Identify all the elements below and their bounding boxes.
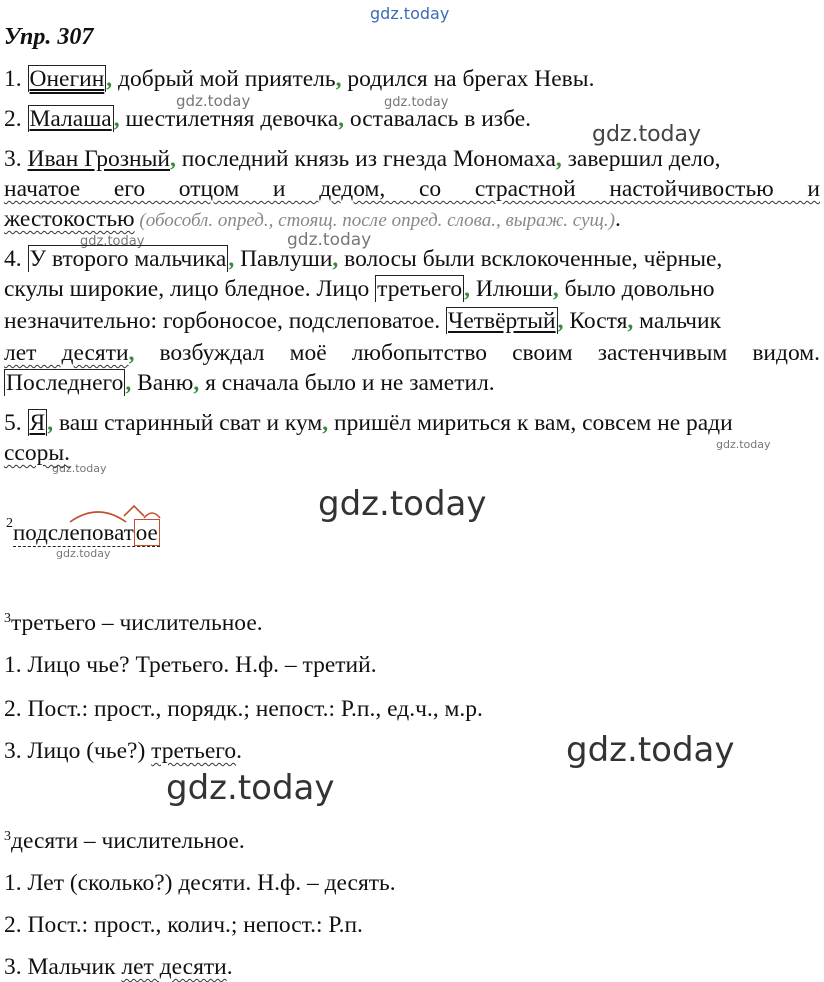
watermark: gdz.today: [80, 234, 145, 249]
comma: ,: [464, 276, 471, 302]
attributive-phrase: лет десяти: [121, 954, 227, 980]
comma: ,: [552, 276, 559, 302]
period: .: [226, 954, 233, 980]
sentence-number: 2.: [4, 106, 28, 132]
watermark: gdz.today: [287, 230, 372, 250]
parse-2-item: [4, 952, 233, 982]
attributive-phrase: начатое его отцом и дедом, со страстной настойчивостью и: [4, 176, 820, 202]
text: было довольно: [558, 276, 715, 302]
predicate-text: оставалась в избе.: [344, 106, 532, 132]
text: возбуждал моё любопытство своим застенчивым видом.: [134, 340, 820, 366]
watermark: gdz.today: [566, 730, 735, 770]
appositive: последний князь из гнезда Мономаха: [175, 146, 556, 172]
watermark: gdz.today: [176, 92, 251, 110]
comma: ,: [113, 106, 120, 132]
appositive: ваш старинный сват и кум: [53, 410, 323, 436]
word-ending: ое: [135, 520, 158, 545]
appositive: Костя: [563, 308, 628, 334]
watermark: gdz.today: [166, 768, 335, 808]
sentence-4-line-4: [4, 338, 820, 368]
text: ссоры.: [4, 440, 71, 466]
parse-heading: десяти – числительное.: [11, 828, 245, 854]
sentence-2: [4, 104, 531, 134]
watermark: gdz.today: [592, 122, 702, 147]
sentence-1: [4, 64, 594, 94]
defined-word: третьего: [377, 276, 463, 302]
sentence-number: 3.: [4, 146, 28, 172]
sentence-4-line-2: [4, 274, 715, 304]
comma: ,: [169, 146, 176, 172]
parse-2-item: 2. Пост.: прост., колич.; непост.: Р.п.: [4, 912, 363, 938]
attributive-phrase: лет десяти: [4, 340, 129, 366]
period: .: [236, 738, 242, 764]
appositive: шестилетняя девочка: [119, 106, 339, 132]
text: мальчик: [633, 308, 721, 334]
subject: Онегин: [29, 66, 105, 92]
comma: ,: [193, 370, 200, 396]
sentence-3-line-2: [4, 174, 820, 204]
predicate-text: завершил дело,: [561, 146, 721, 172]
subject: Малаша: [29, 106, 112, 132]
word-stem: подслеповат: [13, 520, 134, 545]
object-word: Последнего: [6, 370, 124, 396]
parse-1-item: [4, 736, 242, 766]
sentence-number: 1.: [4, 66, 28, 92]
text: я сначала было и не заметил.: [199, 370, 495, 396]
attributive-phrase: жестокостью: [4, 206, 135, 232]
appositive: Павлуши: [234, 246, 333, 272]
text: скулы широкие, лицо бледное. Лицо: [4, 276, 376, 302]
comma: ,: [128, 340, 135, 366]
watermark: gdz.today: [56, 547, 111, 560]
comma: ,: [335, 66, 342, 92]
attributive-word: третьего: [151, 738, 237, 764]
sentence-4-line-3: [4, 306, 721, 336]
parse-2-item: 1. Лет (сколько?) десяти. Н.ф. – десять.: [4, 870, 396, 896]
appositive: добрый мой приятель: [112, 66, 336, 92]
sentence-4-line-1: [4, 244, 722, 274]
comma: ,: [338, 106, 345, 132]
comma: ,: [322, 410, 329, 436]
sentence-5-line-1: [4, 408, 733, 438]
period: .: [614, 206, 621, 232]
comma: ,: [106, 66, 113, 92]
comma: ,: [627, 308, 634, 334]
text: 3. Мальчик: [4, 954, 122, 980]
watermark: gdz.today: [52, 462, 107, 475]
appositive: Илюши: [470, 276, 553, 302]
text: 3. Лицо (чье?): [4, 738, 152, 764]
sentence-number: 4.: [4, 246, 28, 272]
sentence-5-line-2: [4, 438, 70, 468]
text: пришёл мириться к вам, совсем не ради: [328, 410, 733, 436]
morpheme-parse: [6, 516, 160, 547]
subject: Я: [29, 410, 46, 436]
watermark-top: gdz.today: [370, 4, 450, 23]
parse-2-heading: [4, 826, 245, 856]
sentence-4-line-5: [4, 368, 495, 398]
comma: ,: [125, 370, 132, 396]
watermark: gdz.today: [318, 484, 487, 524]
subject: Иван Грозный: [27, 146, 170, 172]
footnote-mark: 3: [4, 611, 11, 626]
object-phrase: У второго мальчика: [29, 246, 227, 272]
comma: ,: [47, 410, 54, 436]
exercise-title: Упр. 307: [4, 24, 94, 50]
subject: Четвёртый: [448, 308, 556, 334]
appositive: Ваню: [131, 370, 194, 396]
comma: ,: [557, 308, 564, 334]
sentence-3-line-1: [4, 144, 721, 174]
comma: ,: [228, 246, 235, 272]
predicate-text: родился на брегах Невы.: [341, 66, 595, 92]
sentence-3-line-3: [4, 204, 621, 236]
sentence-number: 5.: [4, 410, 28, 436]
text: незначительно: горбоносое, подслеповатое.: [4, 308, 447, 334]
parse-1-item: 1. Лицо чье? Третьего. Н.ф. – третий.: [4, 652, 377, 678]
grammar-note: (обособл. опред., стоящ. после опред. слова., выраж. сущ.): [134, 210, 615, 231]
comma: ,: [555, 146, 562, 172]
parse-heading: третьего – числительное.: [11, 610, 263, 636]
comma: ,: [332, 246, 339, 272]
parse-1-item: 2. Пост.: прост., порядк.; непост.: Р.п., ед.ч., м.р.: [4, 696, 483, 722]
watermark: gdz.today: [384, 95, 449, 110]
text: волосы были всклокоченные, чёрные,: [338, 246, 723, 272]
parse-1-heading: [4, 608, 263, 638]
footnote-mark: 2: [6, 516, 13, 531]
watermark: gdz.today: [716, 438, 771, 451]
footnote-mark: 3: [4, 829, 11, 844]
